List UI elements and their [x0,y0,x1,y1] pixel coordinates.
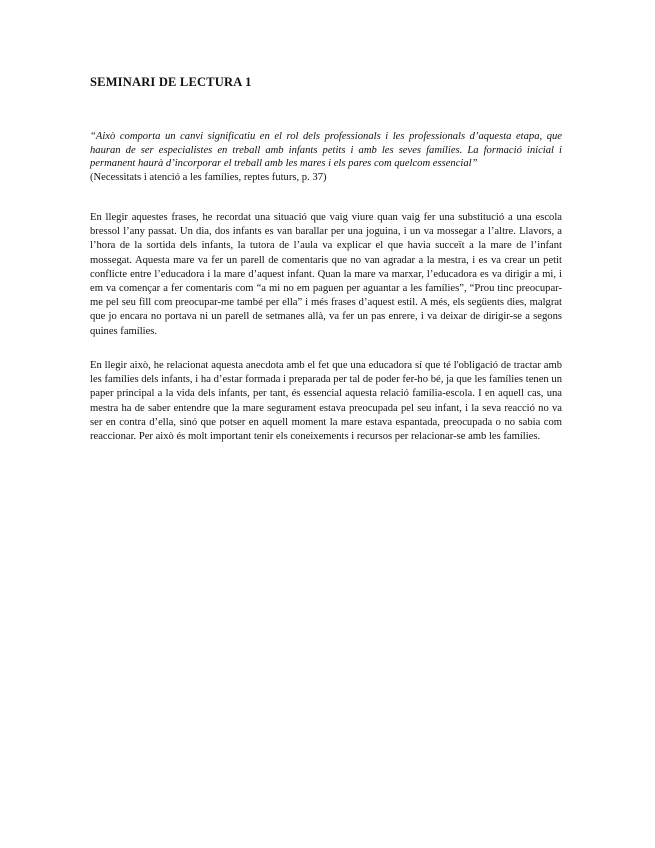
paragraph-1: En llegir aquestes frases, he recordat una situació que vaig viure quan vaig fer una substitució a una escola bressol l’any passat. Un dia, dos infants es van barallar per una joguina, i un va mossegar a l’altre. Llavors, a l’hora de la sortida dels infants, la tutora de l’aula va explicar el que havia succeït a la mare de l’infant mossegat. Aquesta mare va fer un parell de comentaris que no van agradar a la mestra, i es va crear un petit conflicte entre l’educadora i la mare d’aquest infant. Quan la mare va marxar, l’educadora es va dirigir a mi, i em va començar a fer comentaris com “a mi no em paguen per aguantar a les famílies”, “Prou tinc preocupar-me pel seu fill com preocupar-me també per ella” i més frases d’aquest estil. A més, els següents dies, malgrat que jo encara no portava ni un parell de setmanes allà, va fer un pas enrere, i va deixar de dirigir-se a segons quines famílies. [90,212,562,337]
quote-block [90,130,562,184]
quote-text: “Això comporta un canvi significatiu en el rol dels professionals i les professionals d’aquesta etapa, que hauran de ser especialistes en treball amb infants petits i amb les seves famílies. La formació inicial i permanent haurà d’incorporar el treball amb les mares i els pares com quelcom essencial” [90,131,562,170]
quote-source: (Necessitats i atenció a les famílies, reptes futurs, p. 37) [90,171,327,183]
paragraph-2: En llegir això, he relacionat aquesta anecdota amb el fet que una educadora sí que té l'obligació de tractar amb les famílies dels infants, i ha d’estar formada i preparada per tal de poder fer-ho bé, ja que les famílies tenen un paper principal a la vida dels infants, per tant, és essencial aquesta relació família-escola. I en aquell cas, una mestra ha de saber entendre que la mare segurament estava preocupada pel seu infant, i la seva reacció no va ser en contra d’ella, sinó que potser en aquell moment la mare estava espantada, preocupada o no sabia com reaccionar. Per això és molt important tenir els coneixements i recursos per relacionar-se amb les famílies. [90,360,562,443]
document-title: SEMINARI DE LECTURA 1 [90,75,252,89]
